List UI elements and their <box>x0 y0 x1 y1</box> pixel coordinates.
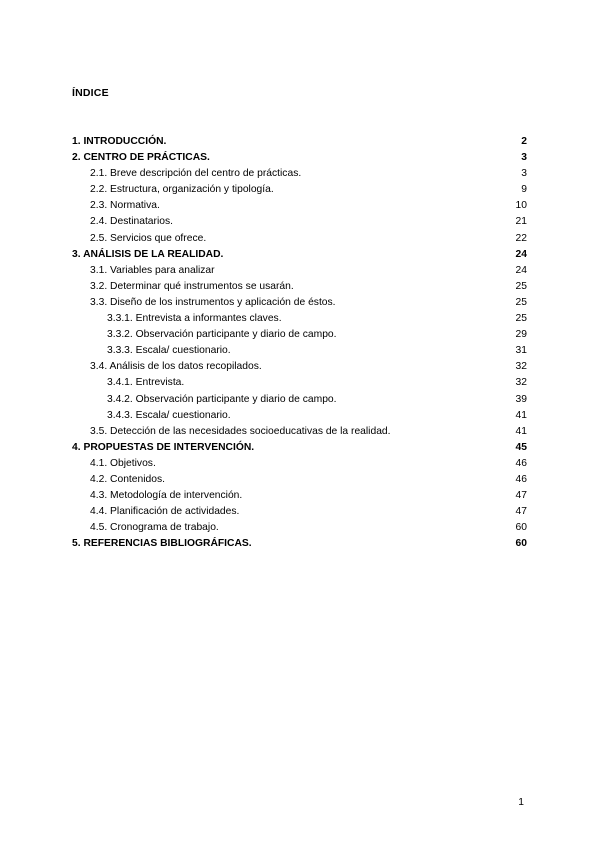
toc-entry-page: 32 <box>515 377 527 389</box>
toc-entry-label: 3.4.3. Escala/ cuestionario. <box>107 409 231 421</box>
toc-entry <box>72 359 527 375</box>
toc-entry <box>72 247 527 263</box>
toc-entry-page: 9 <box>521 184 527 196</box>
toc-entry-page: 47 <box>515 506 527 518</box>
toc-entry-page: 32 <box>515 361 527 373</box>
toc-entry-page: 25 <box>515 296 527 308</box>
toc-entry-page: 47 <box>515 490 527 502</box>
toc-entry <box>72 392 527 408</box>
toc-entry-page: 24 <box>515 248 527 260</box>
toc-entry <box>72 456 527 472</box>
toc-entry <box>72 166 527 182</box>
toc-entry-label: 4. PROPUESTAS DE INTERVENCIÓN. <box>72 441 255 453</box>
toc-entry-page: 2 <box>521 136 527 147</box>
toc-entry-label: 2.4. Destinatarios. <box>90 216 173 228</box>
toc-entry-label: 2.5. Servicios que ofrece. <box>90 232 207 244</box>
toc-entry-label: 3.3.1. Entrevista a informantes claves. <box>107 313 282 325</box>
toc-entry-label: 3.1. Variables para analizar <box>90 264 215 276</box>
toc-entry <box>72 134 527 150</box>
toc-entry-label: 3.2. Determinar qué instrumentos se usarán. <box>90 280 294 292</box>
toc-entry-label: 4.2. Contenidos. <box>90 473 165 485</box>
toc-entry-page: 3 <box>521 168 527 180</box>
toc-entry <box>72 182 527 198</box>
toc-entry-page: 21 <box>515 216 527 228</box>
toc-entry <box>72 343 527 359</box>
toc-entry-label: 3.5. Detección de las necesidades socioeducativas de la realidad. <box>90 425 391 437</box>
toc-entry <box>72 231 527 247</box>
toc-entry-page: 10 <box>515 200 527 212</box>
toc-entry-label: 3.3.3. Escala/ cuestionario. <box>107 345 231 357</box>
toc-entry-page: 41 <box>515 425 527 437</box>
toc-entry-label: 2.2. Estructura, organización y tipología. <box>90 184 274 196</box>
toc-entry <box>72 263 527 279</box>
toc-entry-page: 60 <box>515 538 527 550</box>
toc-entry <box>72 472 527 488</box>
toc-entry-label: 4.5. Cronograma de trabajo. <box>90 522 219 534</box>
toc-entry-label: 4.1. Objetivos. <box>90 457 156 469</box>
toc-entry <box>72 214 527 230</box>
toc-entry-page: 46 <box>515 457 527 469</box>
toc-entry-label: 2. CENTRO DE PRÁCTICAS. <box>72 152 210 164</box>
toc-entry <box>72 408 527 424</box>
page-number: 1 <box>518 797 524 808</box>
toc-entry <box>72 424 527 440</box>
toc-entry-page: 45 <box>515 441 527 453</box>
toc-entry <box>72 440 527 456</box>
toc-entry-page: 41 <box>515 409 527 421</box>
toc-entry-label: 3. ANÁLISIS DE LA REALIDAD. <box>72 248 224 260</box>
toc-entry-label: 3.3.2. Observación participante y diario de campo. <box>107 329 337 341</box>
toc-entry-page: 3 <box>521 152 527 164</box>
toc-entry-label: 3.4.1. Entrevista. <box>107 377 185 389</box>
toc-entry <box>72 327 527 343</box>
toc-entry-page: 39 <box>515 393 527 405</box>
toc-entry-page: 60 <box>515 522 527 534</box>
toc-entry <box>72 375 527 391</box>
toc-entry <box>72 536 527 552</box>
toc-entry-page: 46 <box>515 473 527 485</box>
toc-entry-label: 3.4.2. Observación participante y diario de campo. <box>107 393 337 405</box>
toc-entry-page: 22 <box>515 232 527 244</box>
toc-entry <box>72 150 527 166</box>
toc-entry-label: 2.1. Breve descripción del centro de prácticas. <box>90 168 302 180</box>
toc-entry <box>72 504 527 520</box>
toc-entry-label: 3.3. Diseño de los instrumentos y aplicación de éstos. <box>90 296 336 308</box>
toc-entry-label: 4.3. Metodología de intervención. <box>90 490 243 502</box>
toc-entry <box>72 488 527 504</box>
toc-entry-label: 5. REFERENCIAS BIBLIOGRÁFICAS. <box>72 538 252 550</box>
toc-entry-page: 25 <box>515 313 527 325</box>
toc-entry-label: 4.4. Planificación de actividades. <box>90 506 240 518</box>
page-title: ÍNDICE <box>72 87 109 99</box>
toc-entry <box>72 279 527 295</box>
toc-entry-label: 2.3. Normativa. <box>90 200 160 212</box>
toc-entry-label: 1. INTRODUCCIÓN. <box>72 136 167 147</box>
toc-entry-page: 25 <box>515 280 527 292</box>
toc-entry <box>72 311 527 327</box>
toc-entry <box>72 520 527 536</box>
toc-entry <box>72 295 527 311</box>
toc-entry-page: 31 <box>515 345 527 357</box>
toc-entry-label: 3.4. Análisis de los datos recopilados. <box>90 361 262 373</box>
toc-entry-page: 24 <box>515 264 527 276</box>
toc-entry <box>72 198 527 214</box>
toc-entry-page: 29 <box>515 329 527 341</box>
table-of-contents <box>72 134 527 552</box>
